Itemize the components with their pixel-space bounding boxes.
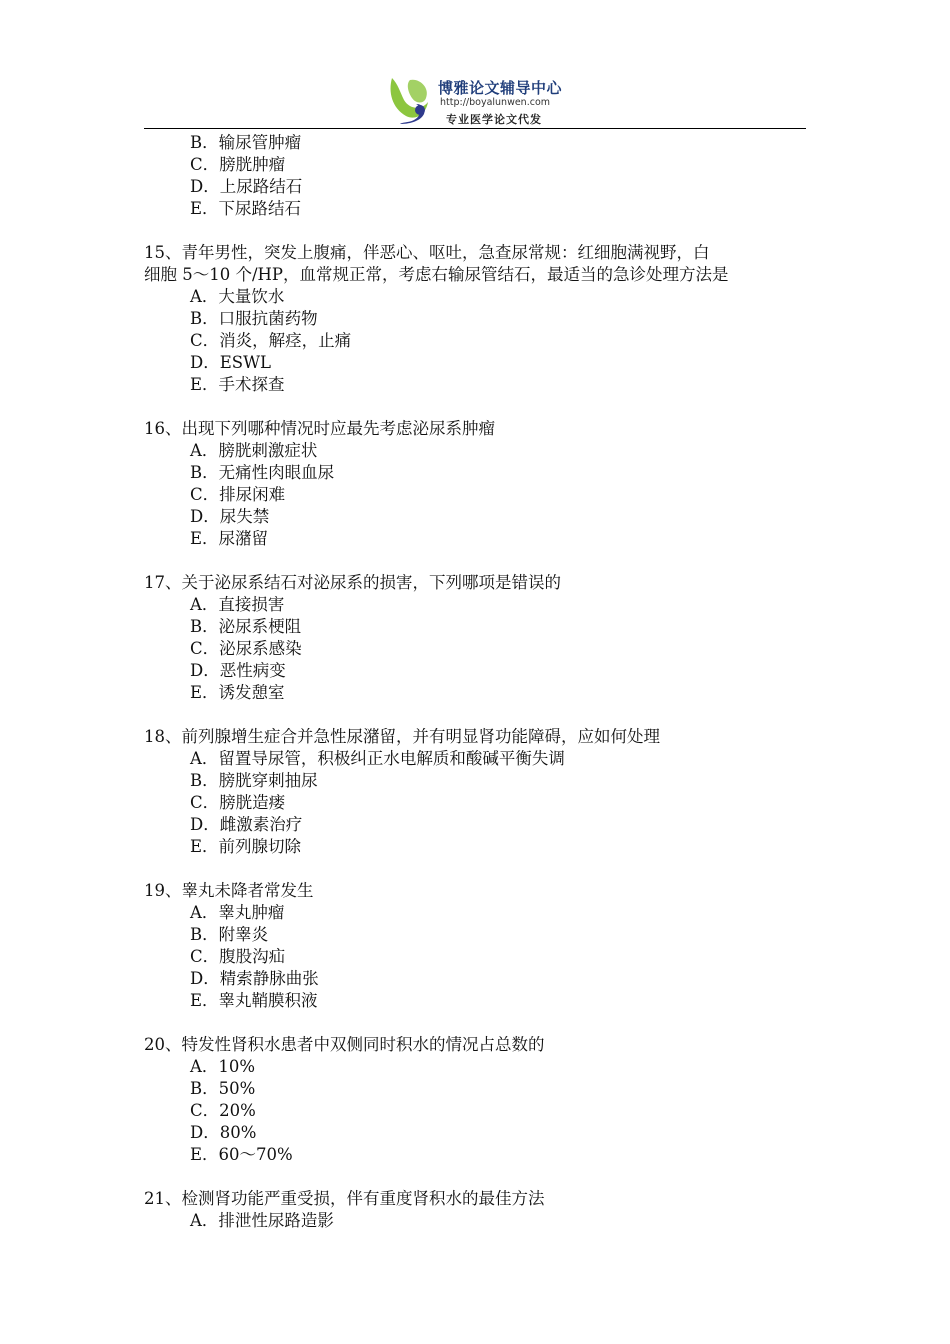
answer-option: E．睾丸鞘膜积液 [190, 991, 318, 1010]
answer-option: B．泌尿系梗阻 [190, 617, 302, 636]
header-divider [144, 128, 806, 129]
question-stem: 21、检测肾功能严重受损，伴有重度肾积水的最佳方法 [144, 1189, 545, 1208]
answer-option: D．恶性病变 [190, 661, 286, 680]
answer-option: D．上尿路结石 [190, 177, 303, 196]
answer-option: C．膀胱造瘘 [190, 793, 286, 812]
logo-icon [386, 74, 432, 126]
answer-option: A．膀胱刺激症状 [190, 441, 318, 460]
answer-option: C．膀胱肿瘤 [190, 155, 286, 174]
answer-option: B．膀胱穿刺抽尿 [190, 771, 318, 790]
spacer [144, 550, 806, 572]
question-stem: 20、特发性肾积水患者中双侧同时积水的情况占总数的 [144, 1035, 545, 1054]
answer-option: C．消炎，解痉，止痛 [190, 331, 352, 350]
spacer [144, 858, 806, 880]
spacer [144, 396, 806, 418]
answer-option: D．尿失禁 [190, 507, 270, 526]
question-stem: 16、出现下列哪种情况时应最先考虑泌尿系肿瘤 [144, 419, 495, 438]
question-stem: 19、睾丸未降者常发生 [144, 881, 314, 900]
answer-option: A．10% [190, 1057, 256, 1076]
question-stem: 15、青年男性，突发上腹痛，伴恶心、呕吐，急查尿常规：红细胞满视野，白 [144, 243, 710, 262]
answer-option: D．精索静脉曲张 [190, 969, 319, 988]
question-list [144, 132, 806, 1232]
answer-option: B．50% [190, 1079, 256, 1098]
spacer [144, 1012, 806, 1034]
answer-option: E．尿潴留 [190, 529, 269, 548]
question-stem: 17、关于泌尿系结石对泌尿系的损害，下列哪项是错误的 [144, 573, 561, 592]
answer-option: E．60～70% [190, 1145, 293, 1164]
answer-option: C．腹股沟疝 [190, 947, 286, 966]
answer-option: A．大量饮水 [190, 287, 285, 306]
answer-option: D．80% [190, 1123, 257, 1142]
answer-option: C．20% [190, 1101, 256, 1120]
answer-option: B．附睾炎 [190, 925, 269, 944]
page-header [0, 0, 950, 132]
answer-option: B．口服抗菌药物 [190, 309, 318, 328]
answer-option: E．下尿路结石 [190, 199, 302, 218]
answer-option: A．睾丸肿瘤 [190, 903, 285, 922]
answer-option: D．雌激素治疗 [190, 815, 303, 834]
spacer [144, 220, 806, 242]
question-stem: 18、前列腺增生症合并急性尿潴留，并有明显肾功能障碍，应如何处理 [144, 727, 660, 746]
answer-option: A．直接损害 [190, 595, 285, 614]
answer-option: C．排尿闲难 [190, 485, 286, 504]
answer-option: D．ESWL [190, 353, 271, 372]
answer-option: A．排泄性尿路造影 [190, 1211, 334, 1230]
answer-option: A．留置导尿管，积极纠正水电解质和酸碱平衡失调 [190, 749, 565, 768]
spacer [144, 1166, 806, 1188]
brand-url: http://boyalunwen.com [440, 97, 551, 108]
question-stem: 细胞 5～10 个/HP，血常规正常，考虑右输尿管结石，最适当的急诊处理方法是 [144, 265, 729, 284]
answer-option: E．诱发憩室 [190, 683, 285, 702]
brand-tagline: 专业医学论文代发 [446, 113, 542, 126]
answer-option: E．前列腺切除 [190, 837, 302, 856]
answer-option: C．泌尿系感染 [190, 639, 302, 658]
spacer [144, 704, 806, 726]
answer-option: B．输尿管肿瘤 [190, 133, 302, 152]
answer-option: B．无痛性肉眼血尿 [190, 463, 335, 482]
brand-name: 博雅论文辅导中心 [438, 79, 563, 97]
answer-option: E．手术探查 [190, 375, 285, 394]
